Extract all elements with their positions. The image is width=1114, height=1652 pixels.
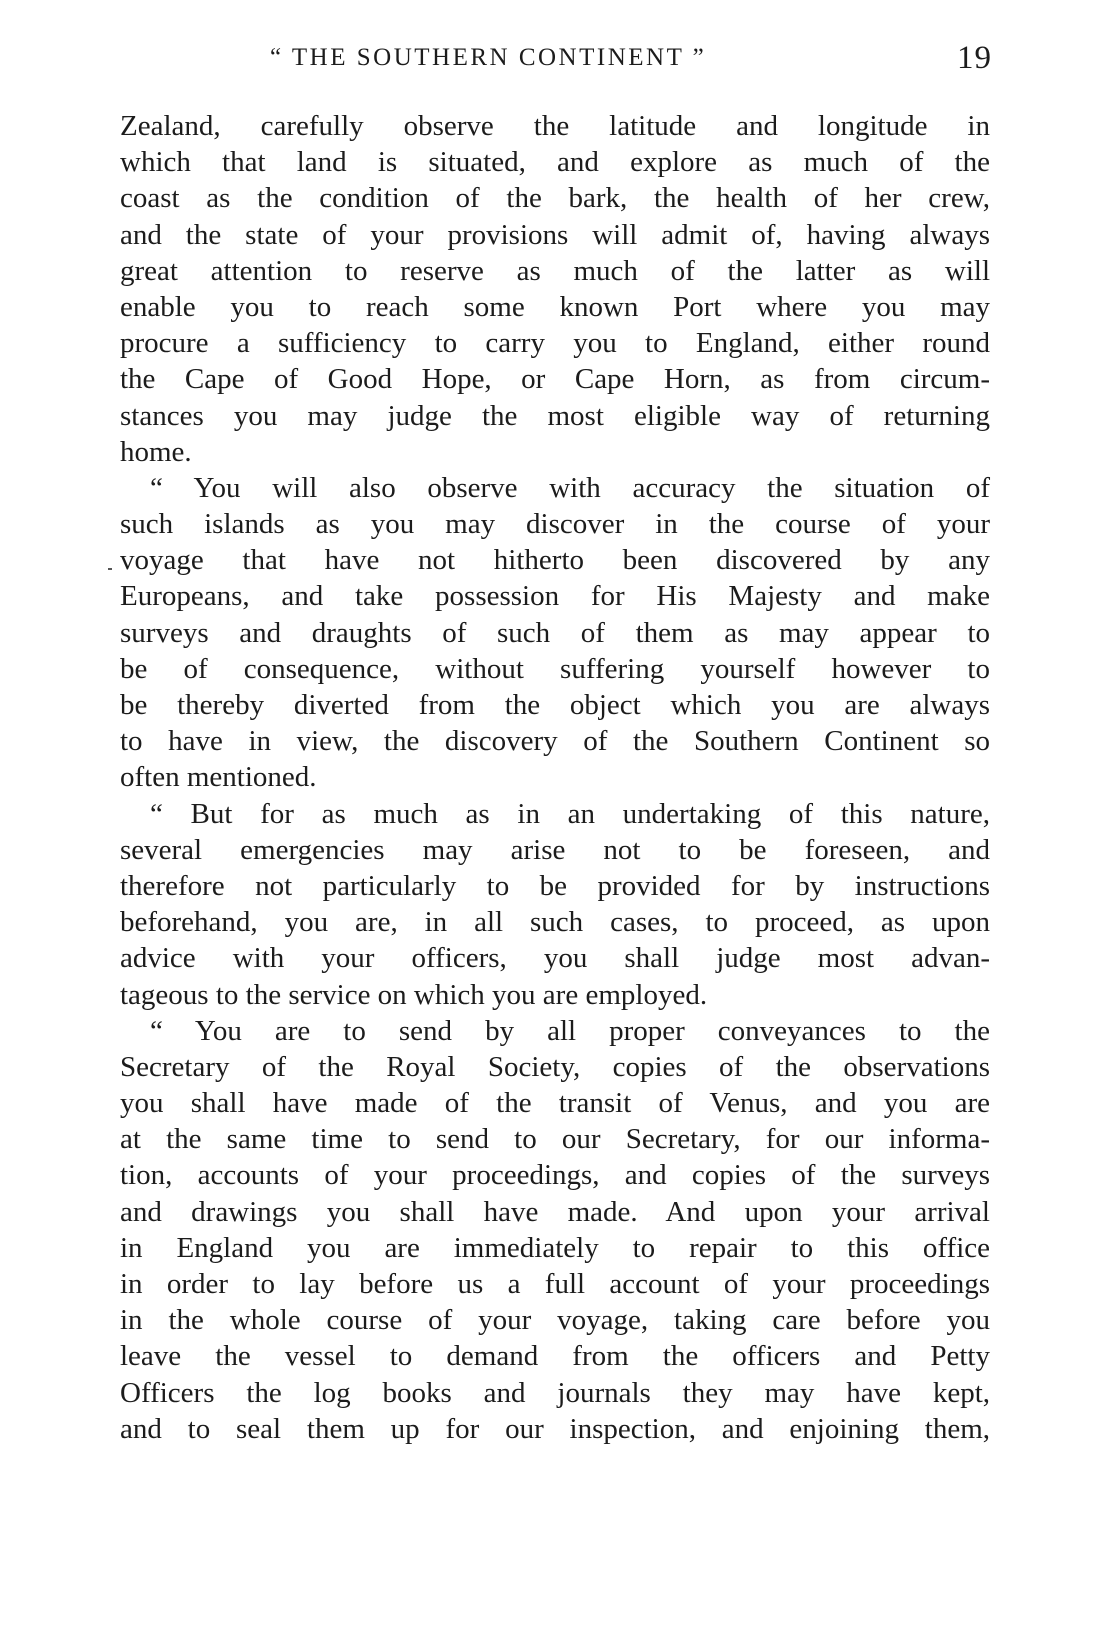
text-line: and the state of your provisions will admit of, having always [120, 218, 990, 251]
text-line: great attention to reserve as much of the latter as will [120, 254, 990, 287]
text-line: leave the vessel to demand from the officers and Petty [120, 1340, 990, 1373]
text-line: “ You will also observe with accuracy the situation of [150, 471, 990, 504]
text-line: “ But for as much as in an undertaking of this nature, [150, 797, 990, 830]
text-line: “ You are to send by all proper conveyances to the [150, 1014, 990, 1047]
text-line: therefore not particularly to be provided for by instructions [120, 869, 990, 902]
text-line: stances you may judge the most eligible way of returning [120, 399, 990, 432]
text-line: and to seal them up for our inspection, and enjoining them, [120, 1412, 990, 1445]
page-number: 19 [957, 40, 992, 76]
text-line: often mentioned. [120, 761, 317, 794]
text-line: in order to lay before us a full account of your proceedings [120, 1268, 990, 1300]
text-line: the Cape of Good Hope, or Cape Horn, as from circum- [120, 363, 990, 396]
margin-mark [108, 568, 112, 570]
text-line: be of consequence, without suffering yourself however to [120, 652, 990, 685]
text-line: such islands as you may discover in the course of your [120, 508, 990, 541]
paragraph [120, 108, 990, 470]
text-line: enable you to reach some known Port where you may [120, 290, 990, 323]
text-line: and drawings you shall have made. And upon your arrival [120, 1195, 990, 1228]
text-line: Zealand, carefully observe the latitude and longitude in [120, 110, 990, 142]
text-line: Officers the log books and journals they may have kept, [120, 1376, 990, 1409]
running-head [120, 40, 1000, 84]
text-line: beforehand, you are, in all such cases, to proceed, as upon [120, 906, 990, 939]
text-line: Europeans, and take possession for His Majesty and make [120, 580, 990, 613]
text-line: which that land is situated, and explore as much of the [120, 146, 990, 179]
text-line: several emergencies may arise not to be foreseen, and [120, 833, 990, 866]
text-line: procure a sufficiency to carry you to England, either round [120, 327, 990, 360]
text-line: tageous to the service on which you are employed. [120, 978, 708, 1011]
text-line: you shall have made of the transit of Venus, and you are [120, 1087, 990, 1120]
text-line: Secretary of the Royal Society, copies of the observations [120, 1050, 990, 1083]
running-title: “ THE SOUTHERN CONTINENT ” [270, 44, 707, 71]
text-line: voyage that have not hitherto been discovered by any [120, 544, 990, 577]
text-line: be thereby diverted from the object which you are always [120, 689, 990, 721]
text-line: surveys and draughts of such of them as may appear to [120, 616, 990, 649]
text-line: advice with your officers, you shall judge most advan- [120, 942, 990, 975]
paragraph [120, 796, 990, 1013]
text-line: to have in view, the discovery of the Southern Continent so [120, 725, 990, 758]
text-line: at the same time to send to our Secretary, for our informa- [120, 1123, 990, 1156]
text-line: coast as the condition of the bark, the health of her crew, [120, 182, 990, 215]
paragraph [120, 1013, 990, 1447]
text-line: tion, accounts of your proceedings, and copies of the surveys [120, 1159, 990, 1192]
body-text [120, 108, 990, 1447]
text-line: in the whole course of your voyage, taking care before you [120, 1304, 990, 1337]
text-line: home. [120, 435, 192, 468]
text-line: in England you are immediately to repair to this office [120, 1231, 990, 1264]
paragraph [120, 470, 990, 796]
